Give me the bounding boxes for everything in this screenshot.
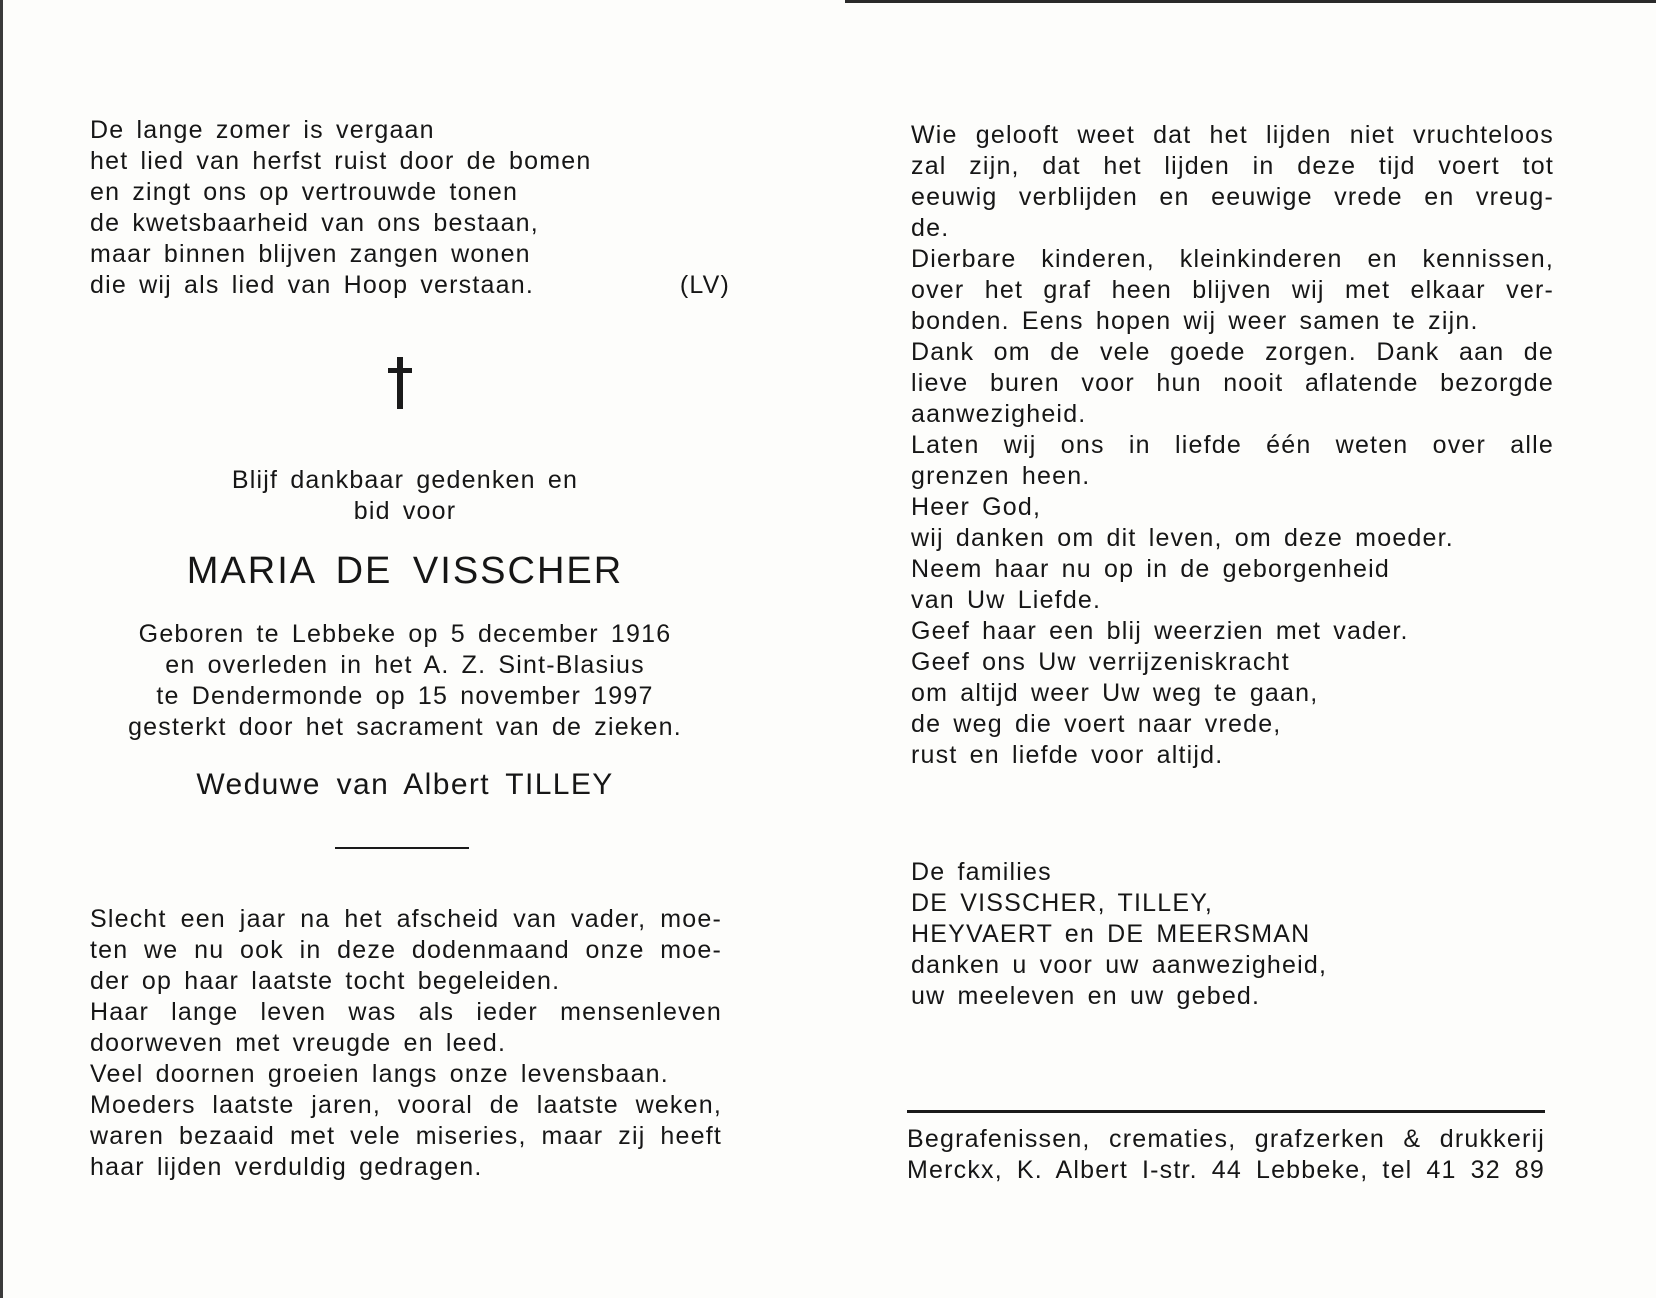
prayer-line: wij danken om dit leven, om deze moeder. xyxy=(911,524,1454,552)
story-text xyxy=(90,904,722,1183)
poem-line: die wij als lied van Hoop verstaan. xyxy=(90,271,534,299)
scan-edge-left xyxy=(0,0,3,1298)
prayer-line: zal zijn, dat het lijden in deze tijd voert tot xyxy=(911,152,1554,180)
families-line: DE VISSCHER, TILLEY, xyxy=(911,889,1214,917)
poem xyxy=(90,115,730,301)
prayer-line: Geef ons Uw verrijzeniskracht xyxy=(911,648,1290,676)
poem-line: De lange zomer is vergaan xyxy=(90,116,435,144)
bio-line: en overleden in het A. Z. Sint-Blasius xyxy=(165,651,645,679)
prayer-line: over het graf heen blijven wij met elkaar ver- xyxy=(911,276,1554,304)
prayer-line: Heer God, xyxy=(911,493,1042,521)
bio-line: gesterkt door het sacrament van de zieken. xyxy=(128,713,682,741)
prayer-text xyxy=(911,120,1554,771)
prayer-line: van Uw Liefde. xyxy=(911,586,1102,614)
prayer-line: Geef haar een blij weerzien met vader. xyxy=(911,617,1409,645)
remembrance-text xyxy=(100,465,710,527)
prayer-line: rust en liefde voor altijd. xyxy=(911,741,1224,769)
widow-of: Weduwe van Albert TILLEY xyxy=(196,768,614,801)
prayer-line: de weg die voert naar vrede, xyxy=(911,710,1282,738)
prayer-line: bonden. Eens hopen wij weer samen te zijn. xyxy=(911,307,1479,335)
prayer-line: lieve buren voor hun nooit aflatende bezorgde xyxy=(911,369,1554,397)
story-line: haar lijden verduldig gedragen. xyxy=(90,1153,483,1181)
scan-edge-top xyxy=(845,0,1656,3)
prayer-line: Dierbare kinderen, kleinkinderen en kennissen, xyxy=(911,245,1554,273)
prayer-line: Neem haar nu op in de geborgenheid xyxy=(911,555,1390,583)
story-line: ten we nu ook in deze dodenmaand onze moe- xyxy=(90,936,722,964)
poem-signature: (LV) xyxy=(679,271,730,299)
story-line: der op haar laatste tocht begeleiden. xyxy=(90,967,561,995)
families-line: danken u voor uw aanwezigheid, xyxy=(911,951,1328,979)
families-thanks xyxy=(911,857,1551,1012)
poem-last-line xyxy=(90,270,730,301)
remembrance-line: Blijf dankbaar gedenken en xyxy=(231,466,579,494)
printer-line: Merckx, K. Albert I-str. 44 Lebbeke, tel 41 32 89 xyxy=(907,1156,1545,1184)
bio-line: te Dendermonde op 15 november 1997 xyxy=(156,682,654,710)
printer-info xyxy=(907,1124,1545,1186)
prayer-line: Wie gelooft weet dat het lijden niet vruchteloos xyxy=(911,121,1554,149)
families-line: De families xyxy=(911,858,1052,886)
prayer-line: eeuwig verblijden en eeuwige vrede en vreug- xyxy=(911,183,1554,211)
prayer-line: Dank om de vele goede zorgen. Dank aan de xyxy=(911,338,1554,366)
bio-line: Geboren te Lebbeke op 5 december 1916 xyxy=(138,620,672,648)
printer-line: Begrafenissen, crematies, grafzerken & drukkerij xyxy=(907,1125,1545,1153)
story-line: waren bezaaid met vele miseries, maar zij heeft xyxy=(90,1122,722,1150)
prayer-line: Laten wij ons in liefde één weten over alle xyxy=(911,431,1554,459)
story-line: Haar lange leven was als ieder mensenleven xyxy=(90,998,722,1026)
story-line: Moeders laatste jaren, vooral de laatste weken, xyxy=(90,1091,722,1119)
deceased-name: MARIA DE VISSCHER xyxy=(186,550,624,592)
biography xyxy=(100,619,710,743)
prayer-line: aanwezigheid. xyxy=(911,400,1087,428)
remembrance-line: bid voor xyxy=(353,497,457,525)
story-line: Veel doornen groeien langs onze levensbaan. xyxy=(90,1060,669,1088)
prayer-line: de. xyxy=(911,214,950,242)
poem-line: maar binnen blijven zangen wonen xyxy=(90,240,531,268)
families-line: uw meeleven en uw gebed. xyxy=(911,982,1261,1010)
families-line: HEYVAERT en DE MEERSMAN xyxy=(911,920,1311,948)
prayer-line: grenzen heen. xyxy=(911,462,1091,490)
divider xyxy=(335,847,469,849)
cross-icon xyxy=(388,357,412,409)
prayer-line: om altijd weer Uw weg te gaan, xyxy=(911,679,1319,707)
printer-rule xyxy=(907,1110,1545,1113)
poem-line: de kwetsbaarheid van ons bestaan, xyxy=(90,209,539,237)
story-line: doorweven met vreugde en leed. xyxy=(90,1029,507,1057)
poem-line: het lied van herfst ruist door de bomen xyxy=(90,147,592,175)
story-line: Slecht een jaar na het afscheid van vader, moe- xyxy=(90,905,722,933)
poem-line: en zingt ons op vertrouwde tonen xyxy=(90,178,519,206)
